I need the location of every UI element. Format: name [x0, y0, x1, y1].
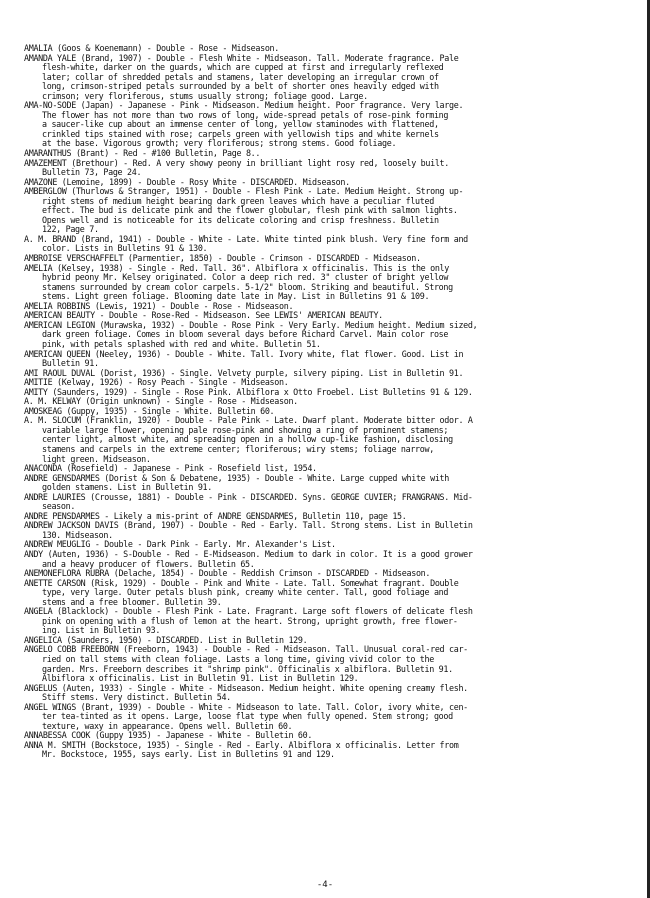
peony-entry [24, 397, 640, 407]
entry-first-line: ANDRE PENSDARMES - Likely a mis-print of ANDRE GENSDARMES, Bulletin 110, page 15. [24, 511, 407, 521]
peony-entry [24, 378, 640, 388]
peony-entry [24, 54, 640, 102]
peony-entry [24, 474, 640, 493]
peony-entry [24, 321, 640, 350]
entry-first-line: ANDY (Auten, 1936) - S-Double - Red - E-Midseason. Medium to dark in color. It is a good grower [24, 549, 473, 559]
peony-entry [24, 369, 640, 379]
entry-continuation-line: 122, Page 7. [42, 224, 99, 235]
peony-entry [24, 703, 640, 732]
peony-entry [24, 388, 640, 398]
entry-continuation-line: Bulletin 91. [42, 358, 99, 369]
entry-continuation-line: dark green foliage. Comes in bloom several days before Richard Carvel. Main color rose [42, 329, 449, 340]
entry-first-line: AMITY (Saunders, 1929) - Single - Rose Pink. Albiflora x Otto Froebel. List Bulletins 91 & 129. [24, 387, 473, 397]
entry-continuation-line: a saucer-like cup about an immense center of long, yellow staminodes with flattened, [42, 119, 439, 130]
entry-first-line: ANDREW MEUGLIG - Double - Dark Pink - Early. Mr. Alexander's List. [24, 540, 336, 550]
entry-continuation-line: stems and a free bloomer. Bulletin 39. [42, 596, 222, 607]
entry-continuation-line: The flower has not more than two rows of long, wide-spread petals of rose-pink forming [42, 109, 449, 120]
entry-continuation-line: crimson; very floriferous, stums usually strong; foliage good. Large. [42, 90, 368, 101]
peony-entry [24, 684, 640, 703]
entry-continuation-line: color. Lists in Bulletins 91 & 130. [42, 243, 208, 254]
entry-first-line: ANDRE GENSDARMES (Dorist & Son & Debatene, 1935) - Double - White. Large cupped white with [24, 473, 449, 483]
entry-first-line: AMERICAN QUEEN (Neeley, 1936) - Double - White. Tall. Ivory white, flat flower. Good. List in [24, 349, 464, 359]
entry-first-line: AMERICAN BEAUTY - Double - Rose-Red - Midseason. See LEWIS' AMERICAN BEAUTY. [24, 311, 383, 321]
peony-entry [24, 645, 640, 683]
entry-continuation-line: flesh-white, darker on the guards, which are cupped at first and irregularly reflexed [42, 62, 444, 73]
entry-continuation-line: type, very large. Outer petals blush pink, creamy white center. Tall, good foliage and [42, 587, 449, 598]
entry-continuation-line: ried on tall stems with clean foliage. Lasts a long time, giving vivid color to the [42, 654, 434, 664]
entry-first-line: AMITIE (Kelway, 1926) - Rosy Peach - Single - Midseason. [24, 378, 289, 388]
peony-entry [24, 178, 640, 188]
entry-first-line: A. M. KELWAY (Origin unknown) - Single - Rose - Midseason. [24, 397, 298, 407]
entry-first-line: AMBERGLOW (Thurlows & Stranger, 1951) - Double - Flesh Pink - Late. Medium Height. Strong up- [24, 187, 464, 197]
entry-first-line: AMELIA ROBBINS (Lewis, 1921) - Double - Rose - Midseason. [24, 301, 294, 311]
peony-entry [24, 416, 640, 464]
entry-first-line: ANACONDA (Rosefield) - Japanese - Pink - Rosefield list, 1954. [24, 464, 317, 474]
peony-entry [24, 607, 640, 636]
entry-continuation-line: Bulletin 73, Page 24. [42, 167, 142, 178]
entry-continuation-line: Albiflora x officinalis. List in Bulletin 91. List in Bulletin 129. [42, 673, 359, 684]
page-number: -4- [316, 880, 334, 890]
entry-first-line: ANGELUS (Auten, 1933) - Single - White - Midseason. Medium height. White opening creamy flesh. [24, 683, 468, 693]
entry-first-line: ANNA M. SMITH (Bockstoce, 1935) - Single - Red - Early. Albiflora x officinalis. Letter from [24, 740, 459, 750]
peony-entry [24, 521, 640, 540]
entry-first-line: ANGELA (Blacklock) - Double - Flesh Pink - Late. Fragrant. Large soft flowers of delicate flesh [24, 607, 473, 617]
peony-entry [24, 302, 640, 312]
entry-continuation-line: stems. Light green foliage. Blooming date late in May. List in Bulletins 91 & 109. [42, 291, 430, 302]
peony-entry [24, 235, 640, 254]
entry-first-line: A. M. BRAND (Brand, 1941) - Double - White - Late. White tinted pink blush. Very fine form and [24, 234, 468, 244]
entry-first-line: AMERICAN LEGION (Murawska, 1932) - Double - Rose Pink - Very Early. Medium height. Medium sized, [24, 320, 478, 330]
entry-first-line: ANGELO COBB FREEBORN (Freeborn, 1943) - Double - Red - Midseason. Tall. Unusual coral-red car- [24, 645, 468, 655]
peony-entry [24, 159, 640, 178]
entry-continuation-line: pink, with petals splashed with red and white. Bulletin 51. [42, 338, 321, 349]
peony-entry [24, 407, 640, 417]
entry-continuation-line: garden. Mrs. Freeborn describes it "shrimp pink". Officinalis x albiflora. Bulletin 91. [42, 663, 453, 674]
entry-continuation-line: right stems of medium height bearing dark green leaves which have a peculiar fluted [42, 195, 434, 206]
entry-continuation-line: later; collar of shredded petals and stamens, later developing an irregular crown of [42, 71, 439, 82]
peony-entry [24, 187, 640, 235]
entry-first-line: ANNABESSA COOK (Guppy 1935) - Japanese - White - Bulletin 60. [24, 731, 313, 741]
peony-entry [24, 512, 640, 522]
entry-first-line: ANDRE LAURIES (Crousse, 1881) - Double - Pink - DISCARDED. Syns. GEORGE CUVIER; FRANGRANS. Mid- [24, 492, 473, 502]
entry-continuation-line: center light, almost white, and spreading open in a hollow cup-like fashion, disclosing [42, 434, 453, 445]
entry-continuation-line: hybrid peony Mr. Kelsey originated. Color a deep rich red. 3" cluster of bright yellow [42, 272, 449, 283]
entry-first-line: A. M. SLOCUM (Franklin, 1920) - Double - Pale Pink - Late. Dwarf plant. Moderate bitter odor. A [24, 416, 473, 426]
entry-continuation-line: effect. The bud is delicate pink and the flower globular, flesh pink with salmon lights. [42, 205, 458, 216]
entry-first-line: AMARANTHUS (Brant) - Red - #100 Bulletin, Page 8.. [24, 149, 261, 159]
entry-first-line: AMAZONE (Lemoine, 1899) - Double - Rosy White - DISCARDED. Midseason. [24, 177, 350, 187]
peony-entry [24, 636, 640, 646]
peony-entry [24, 350, 640, 369]
entry-continuation-line: texture, waxy in appearance. Opens well. Bulletin 60. [42, 720, 293, 731]
entry-first-line: AMA-NO-SODE (Japan) - Japanese - Pink - Midseason. Medium height. Poor fragrance. Very large. [24, 101, 464, 111]
entry-continuation-line: Mr. Bockstoce, 1955, says early. List in Bulletins 91 and 129. [42, 749, 335, 760]
entry-first-line: ANETTE CARSON (Risk, 1929) - Double - Pink and White - Late. Tall. Somewhat fragrant. Double [24, 578, 459, 588]
entry-first-line: AMANDA YALE (Brand, 1907) - Double - Flesh White - Midseason. Tall. Moderate fragrance. Pale [24, 53, 459, 63]
peony-entry [24, 311, 640, 321]
entry-first-line: AMAZEMENT (Brethour) - Red. A very showy peony in brilliant light rosy red, loosely built. [24, 158, 449, 168]
entry-first-line: AMOSKEAG (Guppy, 1935) - Single - White. Bulletin 60. [24, 406, 275, 416]
entry-continuation-line: variable large flower, opening pale rose-pink and showing a ring of prominent stamens; [42, 424, 449, 435]
entry-continuation-line: ter tea-tinted as it opens. Large, loose flat type when fully opened. Stem strong; good [42, 711, 453, 722]
entry-continuation-line: season. [42, 501, 76, 512]
entry-first-line: ANGEL WINGS (Brant, 1939) - Double - White - Midseason to late. Tall. Color, ivory white, cen- [24, 702, 468, 712]
entry-continuation-line: Stiff stems. Very distinct. Bulletin 54. [42, 692, 231, 703]
peony-entry [24, 101, 640, 149]
entry-continuation-line: stamens surrounded by cream color carpels. 5-1/2" bloom. Striking and beautiful. Strong [42, 281, 453, 292]
entry-continuation-line: at the base. Vigorous growth; very floriferous; strong stems. Good foliage. [42, 138, 397, 149]
peony-entry-list [24, 44, 640, 760]
peony-entry [24, 741, 640, 760]
peony-entry [24, 44, 640, 54]
entry-continuation-line: light green. Midseason. [42, 453, 151, 464]
entry-continuation-line: golden stamens. List in Bulletin 91. [42, 482, 212, 493]
entry-first-line: ANGELICA (Saunders, 1950) - DISCARDED. List in Bulletin 129. [24, 635, 308, 645]
peony-entry [24, 579, 640, 608]
entry-continuation-line: stamens and carpels in the extreme center; floriferous; wiry stems; foliage narrow, [42, 443, 434, 454]
entry-first-line: ANDREW JACKSON DAVIS (Brand, 1907) - Double - Red - Early. Tall. Strong stems. List in Bulletin [24, 521, 473, 531]
entry-first-line: AMALIA (Goos & Koenemann) - Double - Rose - Midseason. [24, 44, 279, 53]
entry-continuation-line: crinkled tips stained with rose; carpels green with yellowish tips and white kernels [42, 128, 439, 139]
peony-entry [24, 254, 640, 264]
entry-continuation-line: pink on opening with a flush of lemon at the heart. Strong, upright growth, free flower- [42, 615, 458, 626]
entry-continuation-line: Opens well and is noticeable for its delicate coloring and crisp freshness. Bulletin [42, 214, 439, 225]
peony-entry [24, 493, 640, 512]
entry-continuation-line: and a heavy producer of flowers. Bulletin 65. [42, 558, 255, 569]
entry-continuation-line: long, crimson-striped petals surrounded by a belt of shorter ones heavily edged with [42, 81, 439, 92]
peony-entry [24, 550, 640, 569]
peony-entry [24, 569, 640, 579]
peony-entry [24, 264, 640, 302]
entry-continuation-line: 130. Midseason. [42, 529, 113, 540]
entry-first-line: AMELIA (Kelsey, 1938) - Single - Red. Tall. 36". Albiflora x officinalis. This is the only [24, 263, 449, 273]
peony-entry [24, 464, 640, 474]
entry-continuation-line: ing. List in Bulletin 93. [42, 625, 161, 636]
peony-entry [24, 540, 640, 550]
entry-first-line: ANEMONEFLORA RUBRA (Delache, 1854) - Double - Reddish Crimson - DISCARDED - Midseason. [24, 569, 431, 579]
peony-entry [24, 731, 640, 741]
entry-first-line: AMI RAOUL DUVAL (Dorist, 1936) - Single. Velvety purple, silvery piping. List in Bulletin 91. [24, 368, 464, 378]
peony-entry [24, 149, 640, 159]
entry-first-line: AMBROISE VERSCHAFFELT (Parmentier, 1850) - Double - Crimson - DISCARDED - Midseason. [24, 254, 421, 264]
